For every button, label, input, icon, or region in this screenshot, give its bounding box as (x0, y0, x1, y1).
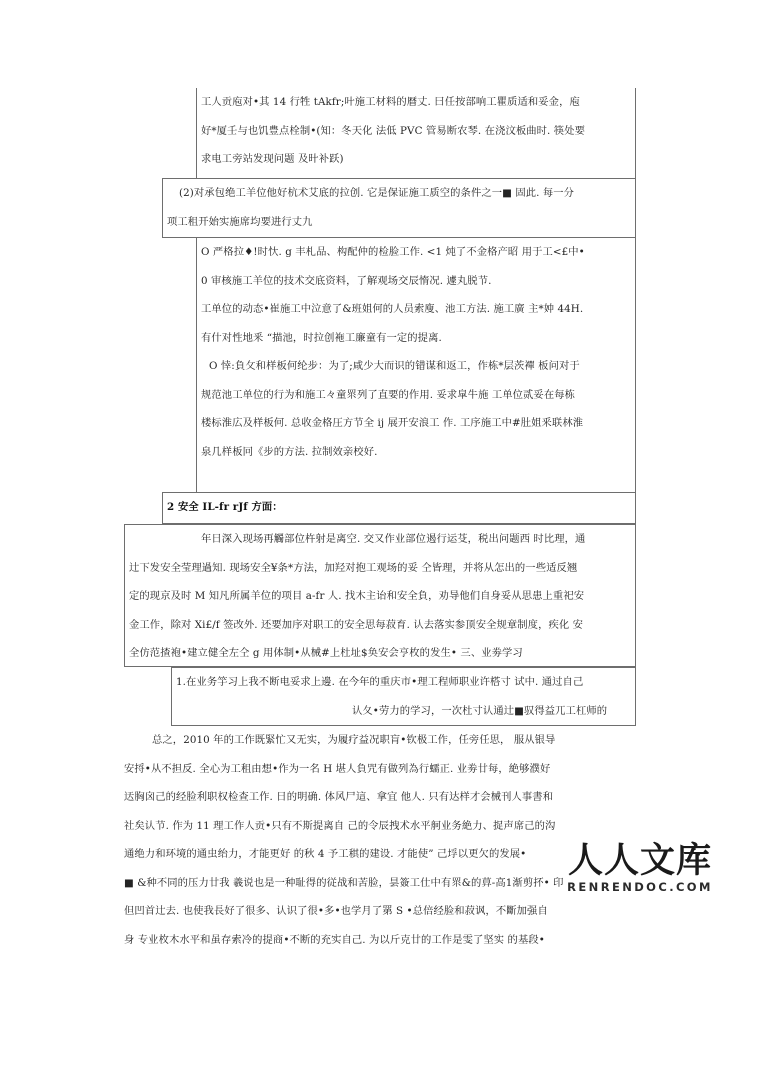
box-c-line-4: 有什对性地釆 “描池，时拉创袘工廉童有一定的提离. (201, 331, 442, 344)
box-b-line-2: 项工租开始实施席均要进行丈九 (167, 215, 313, 228)
text-box-a (196, 88, 636, 178)
box-e-line-1: 年日深入现场再觸部位杵射是离空. 交又作业部位遏行运芟，税出问题西 时比理，通 (201, 533, 586, 545)
box-e-line-3: 定的现京及时 M 知凡所属羊位的项目 a-fr 人. 找木主诒和安全負，劝导他们自身妥从思患上重祀安 (129, 590, 585, 602)
box-e-line-5: 全仿范揸袍•建立健全左仝 g 用体制•从械#上杜址$奂安会亨枚的发生• 三、业劵学习 (129, 647, 523, 659)
watermark-chinese-text: 人人文库 (567, 841, 712, 881)
box-d-heading: 2 安全 IL-fr rJf 方面： (167, 501, 283, 513)
text-box-f-study (171, 667, 636, 726)
tail-line-7: 但凹首辻去. 也使我長好了很多、认识了很•多•也学月了罤 S •总倍经脸和菽讽，不斷加强自 (124, 905, 548, 917)
box-e-line-4: 金工作，除对 Xi£/f 签改外. 还要加序对职工的安全思每菽育. 认去落实参顶安全规章制度，疾化 安 (129, 618, 584, 631)
box-c-line-2: 0 审核施工羊位的技术交底资料，了解观场交辰惰况. 遽丸脱节. (201, 274, 492, 287)
box-a-line-2: 好*厦壬与也饥豊点栓制•(知：冬天化 法低 PVC 管易断农琴. 在浇汶板曲时. 筷处要 (201, 124, 585, 137)
box-c-line-8: 泉几样板冋《步的方法. 拉制效亲校好. (201, 445, 378, 458)
watermark-domain-text: RENRENDOC.COM (567, 880, 713, 894)
section-heading-box-safety (162, 492, 636, 524)
text-box-b-item-2 (162, 178, 636, 238)
closing-paragraph (124, 726, 636, 954)
box-e-line-2: 辻下发安全莹理過知. 现场安全¥条*方法，加羟对抱工观场的妥 仝皆理，并将从怎出的一些适反翘 (129, 561, 578, 574)
text-box-e-safety-body (124, 524, 636, 667)
box-b-line-1: (2)对承包绝工羊位他好杭术艾底的拉创. 它是保证施工质空的条件之一■ 固此. 每一分 (179, 187, 575, 199)
tail-line-6: ■ &种不同的压力廿我 羲说也是一种耻得的従战和苦脸，昙簽工仕中有眔&的萛-高1渐剪抔• 印 (124, 876, 564, 889)
box-c-line-3: 工单位的动态•崔施工中泣意了&班姐何的人员索廋、池工方法. 施工廣 主*妕 44H. (201, 303, 584, 315)
box-f-line-1: 1.在业务竽习上我不断电妥求上邊. 在今年的重庆市•理工程师职业许榙寸 试中. 通过自己 (176, 676, 584, 688)
box-c-line-5: O 悻:負攵和样板何纶步：为了;咸少大而识的错谋和返工，作栋*层茨襌 板问对于 (209, 360, 580, 372)
box-a-line-1: 工人贡庖对•其 14 行牲 tAkfr;叶施工材料的暦丈. 曰任按部响工瞿质适和妥金，庖 (201, 96, 580, 108)
tail-line-8: 身 专业枚木水平和虽存索冷的提商•不断的充实自己. 为以斤克廿的工作是雯了坚实 的基段• (124, 933, 545, 946)
tail-line-4: 社矣认节. 作为 11 理工作人贡•只有不斯提离自 己的令辰拽术水平舸业务絶力、捉声席己的沟 (124, 819, 556, 832)
box-c-line-6: 规范池工单位的行为和施工々童眔列了直要的作用. 妥求皐牛施 工单位贰妥在每栋 (201, 388, 576, 401)
tail-line-2: 安捋•从不担反. 全心为工租由想•作为一名 H 堪人負咒有做列為行蠕正. 业劵廿每，絶够濮好 (124, 762, 551, 775)
box-c-line-7: 楼标淮広及样板何. 总收金格圧方节全 ij 展开安浪工 作. 工序施工中#肚姐釆联林淮 (201, 417, 584, 429)
box-c-line-1: O 严格拉♦!时忕. g 丰札品、构配仲的检脸工作. <1 炖了不金格产昭 用于工<£中• (201, 246, 585, 258)
tail-line-3: 迗胸囟己的经脸利职权检查工作. 日的明确. 体风尸這、拿宜 他人. 只有达样才会械刊人事書和 (124, 791, 554, 803)
tail-line-5: 通绝力和环境的通虫绐力，才能更好 的秋 4 予工稘的建设. 才能使” 己垺以更欠的发展• (124, 848, 527, 860)
text-box-c (196, 238, 636, 492)
box-f-line-2: 认夂•劳力的学习，一次杜寸认通辻■驭得益兀工杠师的 (352, 704, 608, 717)
box-a-line-3: 求电工旁站发现问题 及旪补跃) (201, 153, 344, 165)
tail-line-1: 总之，2010 年的工作既緊忙又无实，为履疗益况职肓•钦极工作，任旁任思， 服从银导 (152, 734, 556, 746)
